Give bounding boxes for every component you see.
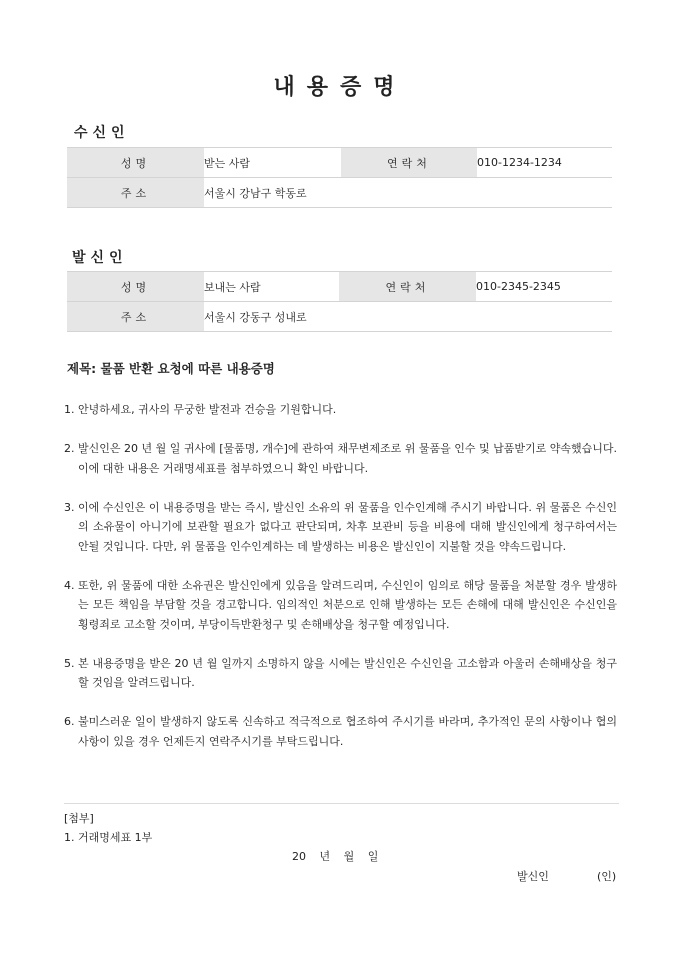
- recipient-name-value: 받는 사람: [204, 148, 341, 178]
- attachment-item: 1. 거래명세표 1부: [64, 831, 153, 844]
- sender-heading: 발신인: [72, 250, 128, 266]
- recipient-name-label: 성명: [67, 148, 204, 178]
- paragraph-text: 안녕하세요, 귀사의 무궁한 발전과 건승을 기원합니다.: [78, 403, 337, 416]
- paragraph-number: 4.: [64, 578, 75, 592]
- paragraph-text: 본 내용증명을 받은 20 년 월 일까지 소명하지 않을 시에는 발신인은 수신인을 고소함과 아울러 손해배상을 청구할 것임을 알려드립니다.: [78, 656, 617, 689]
- body-paragraph: [64, 498, 617, 557]
- recipient-table: [67, 147, 612, 208]
- document-title: 내용증명: [273, 75, 407, 100]
- recipient-contact-value: 010-1234-1234: [477, 148, 612, 178]
- recipient-contact-label: 연락처: [341, 148, 477, 178]
- subject-line: 제목: 물품 반환 요청에 따른 내용증명: [67, 361, 275, 376]
- paragraph-number: 1.: [64, 403, 75, 416]
- paragraph-text: 불미스러운 일이 발생하지 않도록 신속하고 적극적으로 협조하여 주시기를 바라며, 추가적인 문의 사항이나 협의 사항이 있을 경우 언제든지 연락주시기를 부탁드립니다.: [78, 715, 617, 748]
- recipient-heading: 수신인: [74, 125, 130, 141]
- recipient-address-value: 서울시 강남구 학동로: [204, 178, 612, 208]
- paragraph-number: 6.: [64, 715, 75, 728]
- section-divider: [64, 803, 619, 804]
- recipient-name-row: [67, 148, 612, 178]
- body-paragraph: [64, 654, 617, 693]
- sender-name-value: 보내는 사람: [204, 272, 339, 302]
- paragraph-text: 이에 수신인은 이 내용증명을 받는 즉시, 발신인 소유의 위 물품을 인수인계해 주시기 바랍니다. 위 물품은 수신인의 소유물이 아니기에 보관할 필요가 없다고 판단되며, 차후 보관비 등을 비용에 대해 발신인에게 청구하여서는 안될 것입니다. 다만, 위 물품을 인수인계하는 데 발생하는 비용은 발신인이 지불할 것을 약속드립니다.: [78, 500, 617, 553]
- sender-address-label: 주소: [67, 302, 204, 332]
- paragraph-number: 3.: [64, 500, 75, 514]
- signature-sender-label: 발신인: [517, 870, 549, 883]
- sender-contact-value: 010-2345-2345: [476, 272, 612, 302]
- body-paragraph: [64, 712, 617, 751]
- sender-contact-label: 연락처: [339, 272, 476, 302]
- body-paragraph-list: [64, 400, 617, 771]
- sender-name-label: 성명: [67, 272, 204, 302]
- sender-address-value: 서울시 강동구 성내로: [204, 302, 612, 332]
- recipient-address-label: 주소: [67, 178, 204, 208]
- sender-address-row: [67, 302, 612, 332]
- paragraph-text: 또한, 위 물품에 대한 소유권은 발신인에게 있음을 알려드리며, 수신인이 임의로 해당 물품을 처분할 경우 발생하는 모든 책임을 부담할 것을 경고합니다. 임의적인 처분으로 인해 발생하는 모든 손해에 대해 발신인은 수신인을 횡령죄로 고소할 것이며, 부당이득반환청구 및 손해배상을 청구할 예정입니다.: [78, 578, 617, 631]
- paragraph-number: 2.: [64, 442, 75, 455]
- date-line: 20 년 월 일: [292, 850, 379, 863]
- recipient-address-row: [67, 178, 612, 208]
- attachment-heading: [첨부]: [64, 812, 94, 825]
- body-paragraph: [64, 439, 617, 478]
- paragraph-number: 5.: [64, 656, 75, 670]
- sender-name-row: [67, 272, 612, 302]
- signature-seal: (인): [597, 870, 617, 883]
- body-paragraph: [64, 400, 617, 420]
- paragraph-text: 발신인은 20 년 월 일 귀사에 [물품명, 개수]에 관하여 채무변제조로 위 물품을 인수 및 납품받기로 약속했습니다. 이에 대한 내용은 거래명세표를 첨부하였으니 확인 바랍니다.: [78, 442, 617, 475]
- body-paragraph: [64, 576, 617, 635]
- sender-table: [67, 271, 612, 332]
